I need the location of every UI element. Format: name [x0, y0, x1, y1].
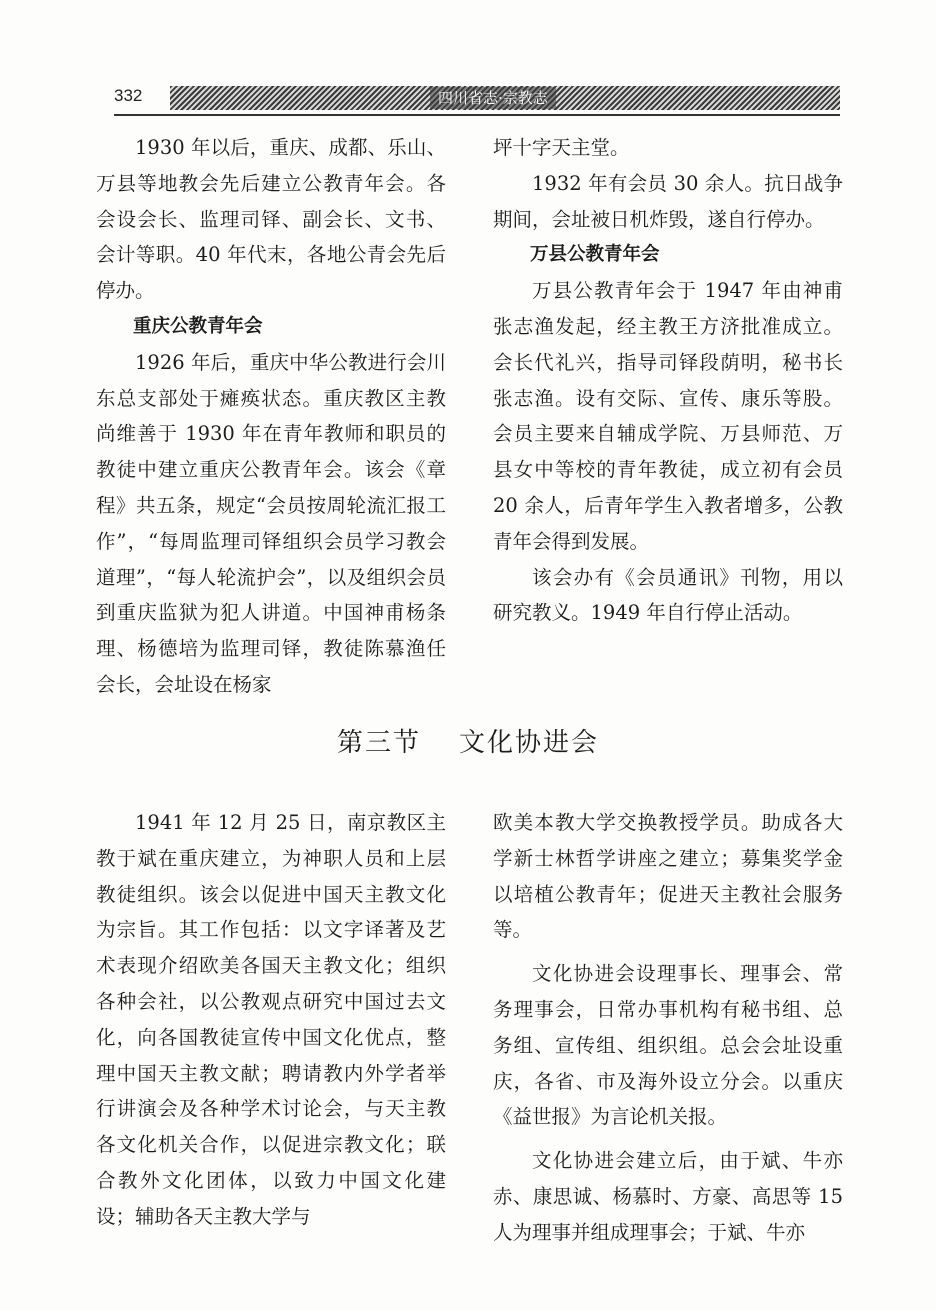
section-a-right-column: [493, 130, 843, 631]
subheading-chongqing: 重庆公教青年会: [133, 315, 263, 337]
section-b-right-column: [493, 805, 843, 1251]
subheading-wanxian: 万县公教青年会: [530, 244, 660, 266]
paragraph: 1930 年以后，重庆、成都、乐山、万县等地教会先后建立公教青年会。各会设会长、监理司铎、副会长、文书、会计等职。40 年代末，各地公青会先后停办。: [96, 136, 446, 303]
paragraph: 该会办有《会员通讯》刊物，用以研究教义。1949 年自行停止活动。: [493, 565, 843, 625]
paragraph: 万县公教青年会于 1947 年由神甫张志渔发起，经主教王方济批准成立。会长代礼兴，指导司铎段荫明，秘书长张志渔。设有交际、宣传、康乐等股。会员主要来自辅成学院、万县师范、万县女中等校的青年教徒，成立初有会员 20 余人，后青年学生入教者增多，公教青年会得到发展。: [493, 279, 843, 553]
paragraph-gap: [493, 948, 843, 956]
header-band: [170, 86, 840, 110]
paragraph-gap: [493, 1135, 843, 1143]
page-header: [108, 80, 840, 124]
section-b-left-column: [96, 805, 446, 1235]
paragraph: 文化协进会建立后，由于斌、牛亦赤、康思诚、杨慕时、方豪、高思等 15 人为理事并组成理事会；于斌、牛亦: [493, 1149, 843, 1244]
section-a-left-column: [96, 130, 446, 703]
paragraph: 文化协进会设理事长、理事会、常务理事会，日常办事机构有秘书组、总务组、宣传组、组织组。总会会址设重庆，各省、市及海外设立分会。以重庆《益世报》为言论机关报。: [493, 962, 843, 1129]
paragraph-continuation: 坪十字天主堂。: [493, 136, 630, 159]
section-number: 第三节: [336, 728, 421, 758]
paragraph: 1926 年后，重庆中华公教进行会川东总支部处于瘫痪状态。重庆教区主教尚维善于 1930 年在青年教师和职员的教徒中建立重庆公教青年会。该会《章程》共五条，规定“会员按周轮流汇报工作”，“每周监理司铎组织会员学习教会道理”，“每人轮流护会”，以及组织会员到重庆监狱为犯人讲道。中国神甫杨条理、杨德培为监理司铎，教徒陈慕渔任会长，会址设在杨家: [96, 350, 446, 696]
page-number: 332: [114, 86, 143, 105]
running-title: 四川省志·宗教志: [430, 87, 556, 109]
paragraph: 1932 年有会员 30 余人。抗日战争期间，会址被日机炸毁，遂自行停办。: [493, 171, 843, 231]
header-rule: [114, 114, 840, 116]
section-name: 文化协进会: [459, 728, 600, 758]
section-title: [0, 722, 936, 759]
paragraph-continuation: 欧美本教大学交换教授学员。助成各大学新士林哲学讲座之建立；募集奖学金以培植公教青年；促进天主教社会服务等。: [493, 811, 843, 942]
paragraph: 1941 年 12 月 25 日，南京教区主教于斌在重庆建立，为神职人员和上层教徒组织。该会以促进中国天主教文化为宗旨。其工作包括：以文字译著及艺术表现介绍欧美各国天主教文化；组织各种会社，以公教观点研究中国过去文化，向各国教徒宣传中国文化优点，整理中国天主教文献；聘请教内外学者举行讲演会及各种学术讨论会，与天主教各文化机关合作，以促进宗教文化；联合教外文化团体，以致力中国文化建设；辅助各天主教大学与: [96, 811, 446, 1228]
